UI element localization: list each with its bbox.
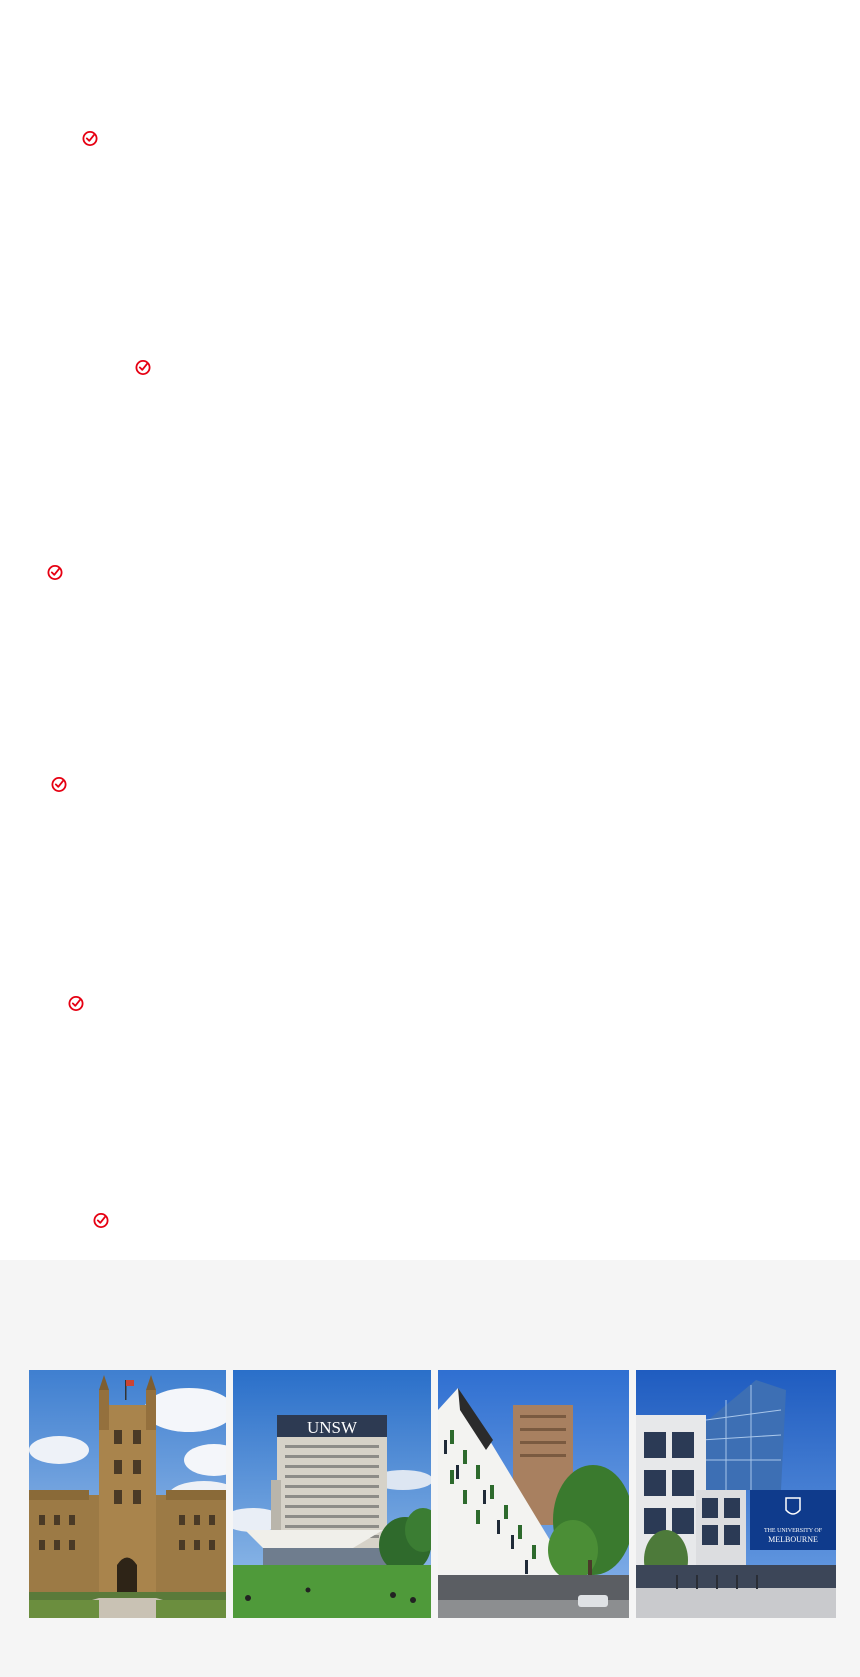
melbourne-sign-line2: MELBOURNE xyxy=(768,1535,818,1544)
sandstone-quadrangle-photo xyxy=(29,1370,226,1618)
check-circle-icon xyxy=(134,358,152,376)
unsw-building-photo xyxy=(233,1370,431,1618)
check-circle-icon xyxy=(50,775,68,793)
check-circle-icon xyxy=(67,994,85,1012)
check-circle-icon xyxy=(92,1211,110,1229)
check-circle-icon xyxy=(46,563,64,581)
modern-campus-building-photo xyxy=(438,1370,629,1618)
melbourne-building-photo xyxy=(636,1370,836,1618)
melbourne-sign-line1: THE UNIVERSITY OF xyxy=(763,1528,823,1534)
check-circle-icon xyxy=(81,129,99,147)
unsw-sign: UNSW xyxy=(306,1418,358,1437)
